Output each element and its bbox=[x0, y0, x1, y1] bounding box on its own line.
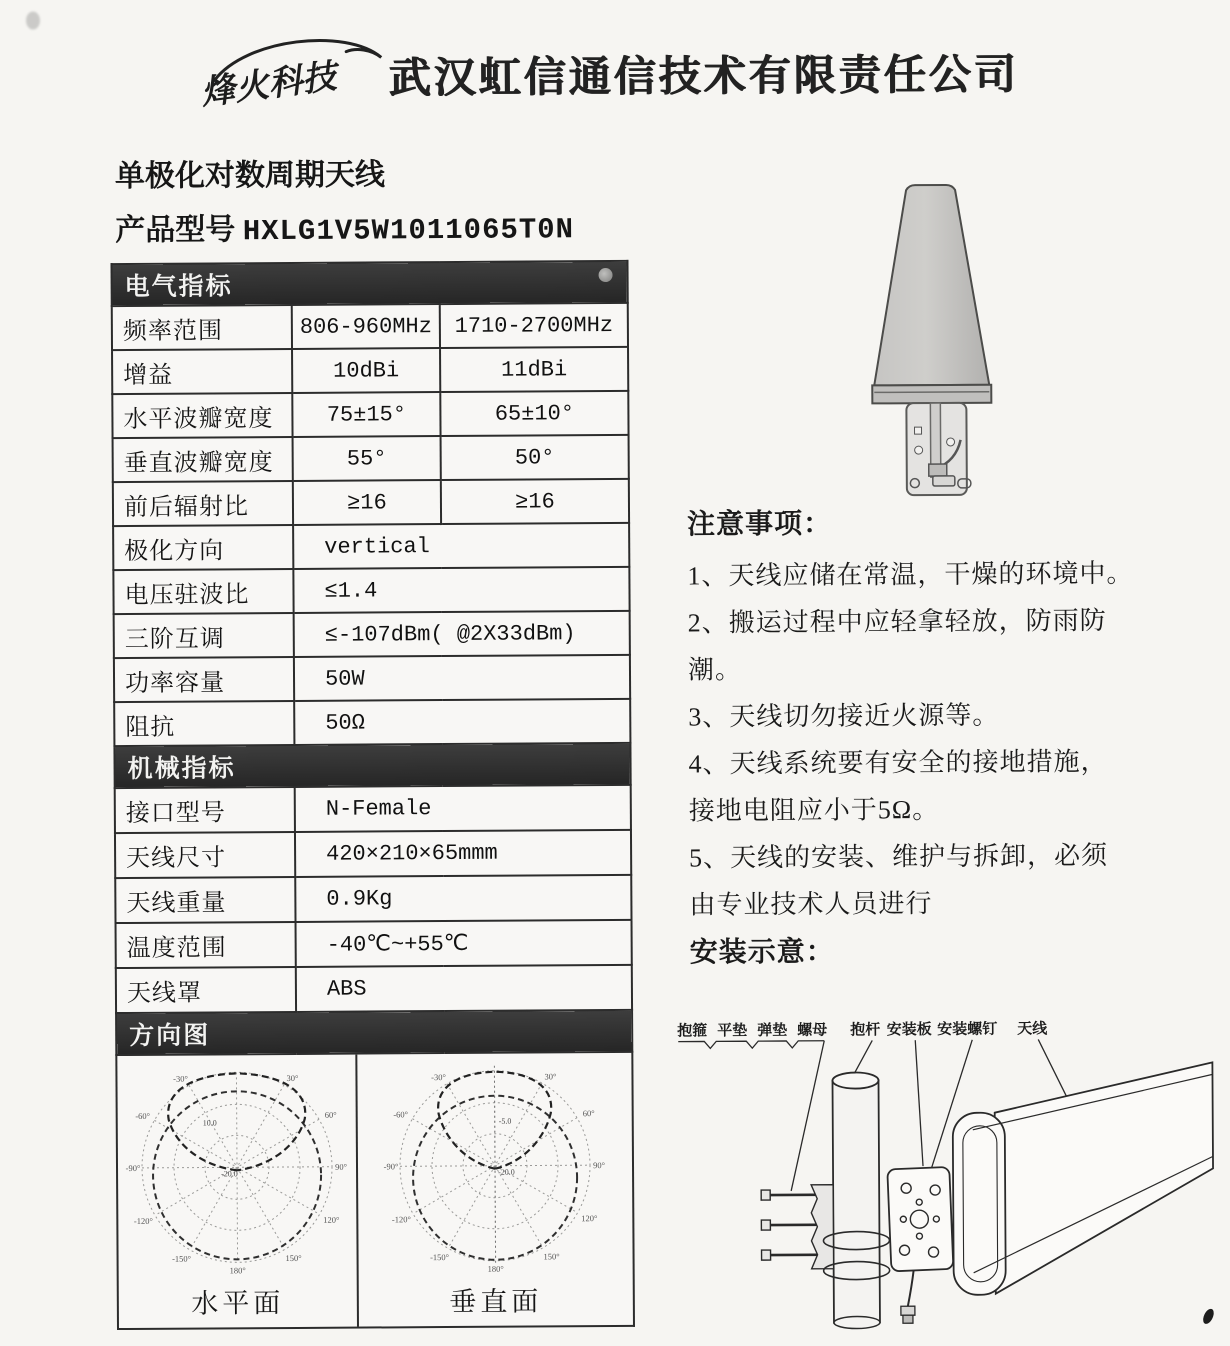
logo-text: 烽火科技 bbox=[198, 58, 339, 113]
scan-speckle bbox=[599, 268, 613, 282]
angle-label: -150° bbox=[430, 1252, 450, 1263]
table-row bbox=[112, 303, 628, 350]
angle-label: 150° bbox=[543, 1251, 560, 1262]
table-row bbox=[114, 611, 630, 658]
horizontal-plot-caption: 水平面 bbox=[191, 1288, 285, 1319]
angle-label: 180° bbox=[487, 1263, 504, 1274]
note-line: 4、天线系统要有安全的接地措施， bbox=[688, 746, 1108, 779]
row-value-2: 65±10° bbox=[440, 391, 628, 436]
angle-label: -90° bbox=[383, 1161, 399, 1172]
vertical-plot-caption: 垂直面 bbox=[449, 1286, 543, 1318]
angle-label: -120° bbox=[391, 1214, 411, 1225]
mechanical-section-header bbox=[114, 743, 630, 788]
row-value: -40℃~+55℃ bbox=[296, 920, 632, 967]
horizontal-pattern-box bbox=[117, 1055, 359, 1328]
row-value: ABS bbox=[296, 965, 632, 1012]
row-value-2: 1710-2700MHz bbox=[440, 303, 628, 348]
vertical-pattern-box bbox=[357, 1053, 633, 1327]
row-value-1: ≥16 bbox=[293, 480, 441, 525]
table-row bbox=[113, 567, 629, 614]
product-model-line bbox=[115, 202, 574, 249]
notes-title: 注意事项： bbox=[687, 508, 833, 541]
installation-diagram-image bbox=[672, 1016, 1230, 1341]
part-label-pole: 抱杆 bbox=[850, 1022, 881, 1039]
part-label-mounting-screw: 安装螺钉 bbox=[937, 1021, 998, 1039]
row-value: 50W bbox=[294, 655, 630, 701]
installation-diagram bbox=[672, 1016, 1230, 1346]
row-value-1: 10dBi bbox=[292, 348, 440, 393]
part-label-spring-washer: 弹垫 bbox=[757, 1022, 788, 1040]
row-label: 增益 bbox=[112, 349, 292, 394]
install-title: 安装示意： bbox=[689, 936, 835, 969]
row-label: 水平波瓣宽度 bbox=[112, 393, 292, 438]
pattern-section-title: 方向图 bbox=[129, 1022, 211, 1050]
note-line: 接地电阻应小于5Ω。 bbox=[688, 795, 940, 826]
table-row bbox=[113, 435, 629, 482]
row-value: 50Ω bbox=[294, 699, 630, 745]
polar-plot-horizontal bbox=[120, 1055, 353, 1280]
table-row bbox=[112, 391, 628, 438]
table-row bbox=[113, 523, 629, 570]
note-line: 5、天线的安装、维护与拆卸，必须 bbox=[689, 840, 1109, 873]
row-label: 温度范围 bbox=[116, 922, 296, 968]
note-line: 2、搬运过程中应轻拿轻放，防雨防 bbox=[687, 605, 1107, 638]
row-label: 功率容量 bbox=[114, 657, 294, 702]
pattern-section-header bbox=[116, 1010, 632, 1055]
angle-label: 90° bbox=[335, 1161, 347, 1172]
table-row bbox=[114, 699, 630, 746]
row-value: ≤-107dBm( @2X33dBm) bbox=[294, 611, 630, 657]
notes-section bbox=[687, 499, 1214, 977]
electrical-section-title: 电气指标 bbox=[124, 273, 233, 301]
row-value-2: ≥16 bbox=[441, 479, 629, 524]
row-value-2: 11dBi bbox=[440, 347, 628, 392]
row-value: ≤1.4 bbox=[293, 567, 629, 613]
table-row bbox=[115, 785, 631, 833]
angle-label: 60° bbox=[582, 1108, 595, 1119]
row-label: 天线罩 bbox=[116, 967, 296, 1013]
angle-label: -60° bbox=[393, 1109, 409, 1120]
row-label: 前后辐射比 bbox=[113, 481, 293, 526]
model-value: HXLG1V5W1011065T0N bbox=[242, 213, 575, 249]
note-line: 由专业技术人员进行 bbox=[689, 889, 933, 920]
row-value-1: 806-960MHz bbox=[292, 304, 440, 349]
angle-label: 30° bbox=[544, 1071, 557, 1082]
table-row bbox=[115, 875, 631, 923]
table-row bbox=[116, 965, 632, 1013]
row-value: vertical bbox=[293, 523, 629, 569]
table-row bbox=[114, 655, 630, 702]
model-label: 产品型号 bbox=[115, 213, 236, 248]
part-label-antenna: 天线 bbox=[1017, 1021, 1048, 1038]
angle-label: 120° bbox=[323, 1214, 340, 1225]
part-label-clamp: 抱箍 bbox=[677, 1023, 708, 1040]
note-line: 3、天线切勿接近火源等。 bbox=[688, 700, 1000, 732]
part-label-nut: 螺母 bbox=[797, 1022, 828, 1039]
row-value: 0.9Kg bbox=[295, 875, 631, 922]
angle-label: 150° bbox=[285, 1252, 302, 1264]
row-label: 天线尺寸 bbox=[115, 832, 295, 878]
angle-label: 120° bbox=[581, 1213, 598, 1224]
row-label: 频率范围 bbox=[112, 305, 292, 350]
ring-label: -20.0 bbox=[221, 1169, 238, 1179]
row-label: 天线重量 bbox=[115, 877, 295, 923]
pattern-plots-cell bbox=[116, 1052, 634, 1329]
ring-label: -5.0 bbox=[498, 1116, 512, 1126]
angle-label: -30° bbox=[431, 1072, 446, 1083]
row-label: 极化方向 bbox=[113, 525, 293, 570]
table-row bbox=[116, 920, 632, 968]
part-label-mounting-plate: 安装板 bbox=[886, 1022, 932, 1039]
electrical-section-header bbox=[111, 261, 627, 306]
row-label: 接口型号 bbox=[115, 787, 295, 833]
row-value: N-Female bbox=[295, 785, 631, 832]
table-row bbox=[113, 479, 629, 526]
angle-label: -120° bbox=[133, 1215, 153, 1226]
angle-label: 90° bbox=[593, 1160, 605, 1171]
angle-label: -30° bbox=[173, 1073, 188, 1084]
row-label: 三阶互调 bbox=[114, 613, 294, 658]
table-row bbox=[115, 830, 631, 878]
row-label: 阻抗 bbox=[114, 701, 294, 746]
row-value-1: 75±15° bbox=[292, 392, 440, 437]
note-line: 1、天线应储在常温，干燥的环境中。 bbox=[687, 558, 1134, 591]
note-line: 潮。 bbox=[687, 655, 743, 685]
ring-label: 10.0 bbox=[202, 1118, 217, 1128]
row-label: 垂直波瓣宽度 bbox=[113, 437, 293, 482]
scan-smudge bbox=[26, 12, 40, 30]
row-value: 420×210×65mmm bbox=[295, 830, 631, 877]
angle-label: 60° bbox=[324, 1109, 337, 1120]
angle-label: 30° bbox=[286, 1072, 299, 1084]
angle-label: -60° bbox=[135, 1110, 151, 1121]
row-label: 电压驻波比 bbox=[113, 569, 293, 614]
mechanical-section-title: 机械指标 bbox=[127, 755, 236, 783]
spec-table-wrap bbox=[110, 260, 633, 1330]
antenna-photo bbox=[843, 180, 1020, 511]
table-row bbox=[112, 347, 628, 394]
product-title: 单极化对数周期天线 bbox=[114, 158, 386, 194]
ring-label: -20.0 bbox=[498, 1167, 515, 1177]
spec-table bbox=[110, 260, 635, 1330]
polar-plot-vertical bbox=[378, 1053, 611, 1278]
angle-label: -150° bbox=[172, 1253, 192, 1264]
part-label-flat-washer: 平垫 bbox=[717, 1023, 748, 1040]
logo-swoosh-icon bbox=[196, 27, 397, 128]
row-value-2: 50° bbox=[441, 435, 629, 480]
row-value-1: 55° bbox=[293, 436, 441, 481]
antenna-product-image bbox=[843, 180, 1020, 506]
angle-label: 180° bbox=[229, 1265, 246, 1276]
angle-label: -90° bbox=[125, 1162, 141, 1173]
company-name: 武汉虹信通信技术有限责任公司 bbox=[388, 52, 1019, 103]
company-logo bbox=[196, 27, 397, 128]
